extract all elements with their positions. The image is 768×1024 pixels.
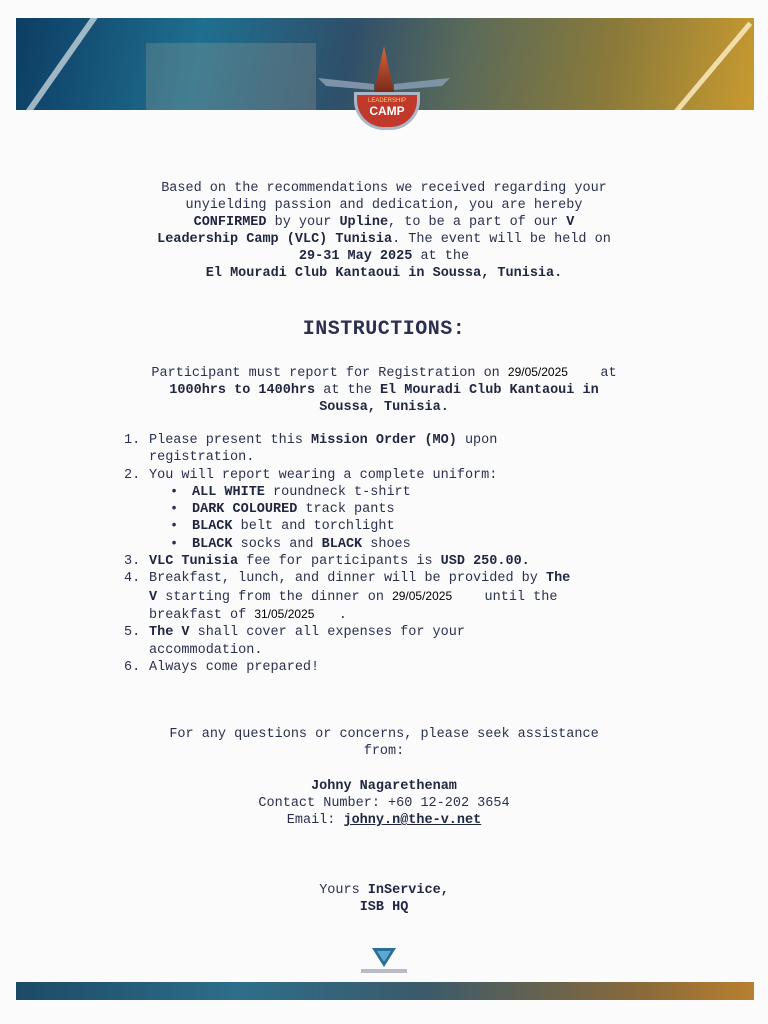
uniform-item (170, 484, 684, 501)
closing-text: Yours (319, 883, 368, 898)
intro-line (90, 231, 678, 248)
list-item (124, 432, 684, 467)
reg-line (90, 382, 678, 399)
reg-venue: El Mouradi Club Kantaoui in (379, 383, 599, 398)
v-logo-icon (371, 946, 397, 968)
inservice-text: InService, (367, 883, 449, 898)
text: shall cover all expenses for your (189, 625, 465, 641)
email-label: Email: (286, 813, 344, 828)
badge-title: CAMP (369, 104, 405, 118)
text: breakfast of (149, 607, 255, 623)
text: roundneck t-shirt (264, 484, 411, 500)
intro-line (90, 265, 678, 282)
text: ALL WHITE (192, 484, 265, 500)
text: starting from the dinner on (157, 589, 393, 605)
building-image (146, 43, 316, 110)
text: registration. (149, 450, 255, 466)
intro-line: Based on the recommendations we received regarding your (161, 181, 607, 196)
breakfast-date: 31/05/2025 (254, 606, 315, 621)
badge-subtitle: LEADERSHIP (367, 98, 406, 104)
email-link[interactable]: johny.n@the-v.net (343, 813, 482, 828)
text: track pants (297, 502, 395, 518)
intro-line: unyielding passion and dedication, you are hereby (185, 198, 583, 213)
uniform-item (170, 501, 684, 518)
text: Please present this (149, 433, 312, 448)
intro-text: at the (412, 249, 470, 264)
text: The V (149, 625, 190, 641)
v-text: V (566, 215, 575, 230)
text: DARK COLOURED (192, 502, 298, 518)
intro-line (90, 214, 678, 231)
camp-logo (318, 42, 450, 134)
item-number: 6. (124, 659, 141, 675)
instructions-title: INSTRUCTIONS: (302, 318, 466, 341)
closing-block (90, 882, 678, 916)
reg-line (90, 399, 678, 416)
venue-text: El Mouradi Club Kantaoui in Soussa, Tunisia. (205, 266, 563, 281)
intro-paragraph (90, 180, 678, 282)
fee-amount: USD 250.00. (440, 554, 530, 570)
text: accommodation. (149, 642, 263, 658)
item-number: 4. (124, 571, 141, 587)
bullet-icon: • (170, 519, 179, 535)
item-number: 1. (124, 433, 141, 448)
registration-paragraph (90, 364, 678, 416)
reg-line (90, 364, 678, 382)
contact-block (90, 778, 678, 829)
contact-phone: Contact Number: +60 12-202 3654 (258, 796, 510, 811)
footer-caption (361, 969, 407, 973)
bullet-icon: • (170, 536, 179, 552)
item-text: Always come prepared! (149, 659, 320, 675)
event-dates: 29-31 May 2025 (298, 249, 413, 264)
text: . (338, 607, 347, 623)
item-text (149, 432, 497, 467)
questions-line: For any questions or concerns, please seek assistance (169, 727, 599, 742)
list-item (124, 467, 684, 484)
reg-hours: 1000hrs to 1400hrs (169, 383, 316, 398)
intro-text: . The event will be held on (392, 232, 611, 247)
bullet-icon: • (170, 484, 179, 500)
list-item (124, 659, 684, 676)
text: V (149, 589, 158, 605)
mission-order-text: Mission Order (MO) (311, 433, 457, 448)
reg-text: at (600, 366, 617, 381)
text: The (545, 571, 571, 587)
camp-badge (354, 92, 420, 130)
list-item (124, 570, 684, 624)
reg-text: at the (315, 383, 380, 398)
instructions-list (124, 432, 684, 676)
item-number: 3. (124, 554, 141, 570)
item-text: You will report wearing a complete uniform: (149, 467, 498, 483)
text: socks and (232, 536, 322, 552)
confirmed-text: CONFIRMED (193, 215, 267, 230)
contact-name: Johny Nagarethenam (311, 779, 457, 794)
text: VLC Tunisia (149, 554, 239, 570)
text: belt and torchlight (232, 519, 395, 535)
upline-text: Upline (339, 215, 389, 230)
uniform-item (170, 536, 684, 553)
intro-text: by your (266, 215, 340, 230)
registration-date: 29/05/2025 (507, 365, 568, 379)
text: shoes (362, 536, 411, 552)
hq-text: ISB HQ (359, 900, 409, 915)
intro-line (90, 248, 678, 265)
light-streak (665, 22, 752, 110)
item-number: 5. (124, 625, 141, 641)
reg-venue: Soussa, Tunisia. (319, 400, 449, 415)
list-item (124, 553, 684, 570)
text: upon (456, 433, 498, 448)
text: Breakfast, lunch, and dinner will be provided by (149, 571, 546, 587)
bullet-icon: • (170, 502, 179, 518)
contact-email-line (90, 812, 678, 829)
text: BLACK (192, 536, 233, 552)
dinner-date: 29/05/2025 (392, 588, 453, 603)
uniform-item (170, 518, 684, 535)
text: until the (484, 589, 558, 605)
light-streak (16, 18, 101, 110)
text: fee for participants is (238, 554, 441, 570)
intro-text: , to be a part of our (388, 215, 567, 230)
text: BLACK (192, 519, 233, 535)
footer-banner (16, 982, 754, 1000)
text: BLACK (321, 536, 363, 552)
item-number: 2. (124, 467, 141, 483)
camp-name: Leadership Camp (VLC) Tunisia (157, 232, 393, 247)
questions-paragraph (90, 726, 678, 760)
list-item (124, 624, 684, 659)
reg-text: Participant must report for Registration on (151, 366, 500, 381)
questions-line: from: (363, 744, 405, 759)
